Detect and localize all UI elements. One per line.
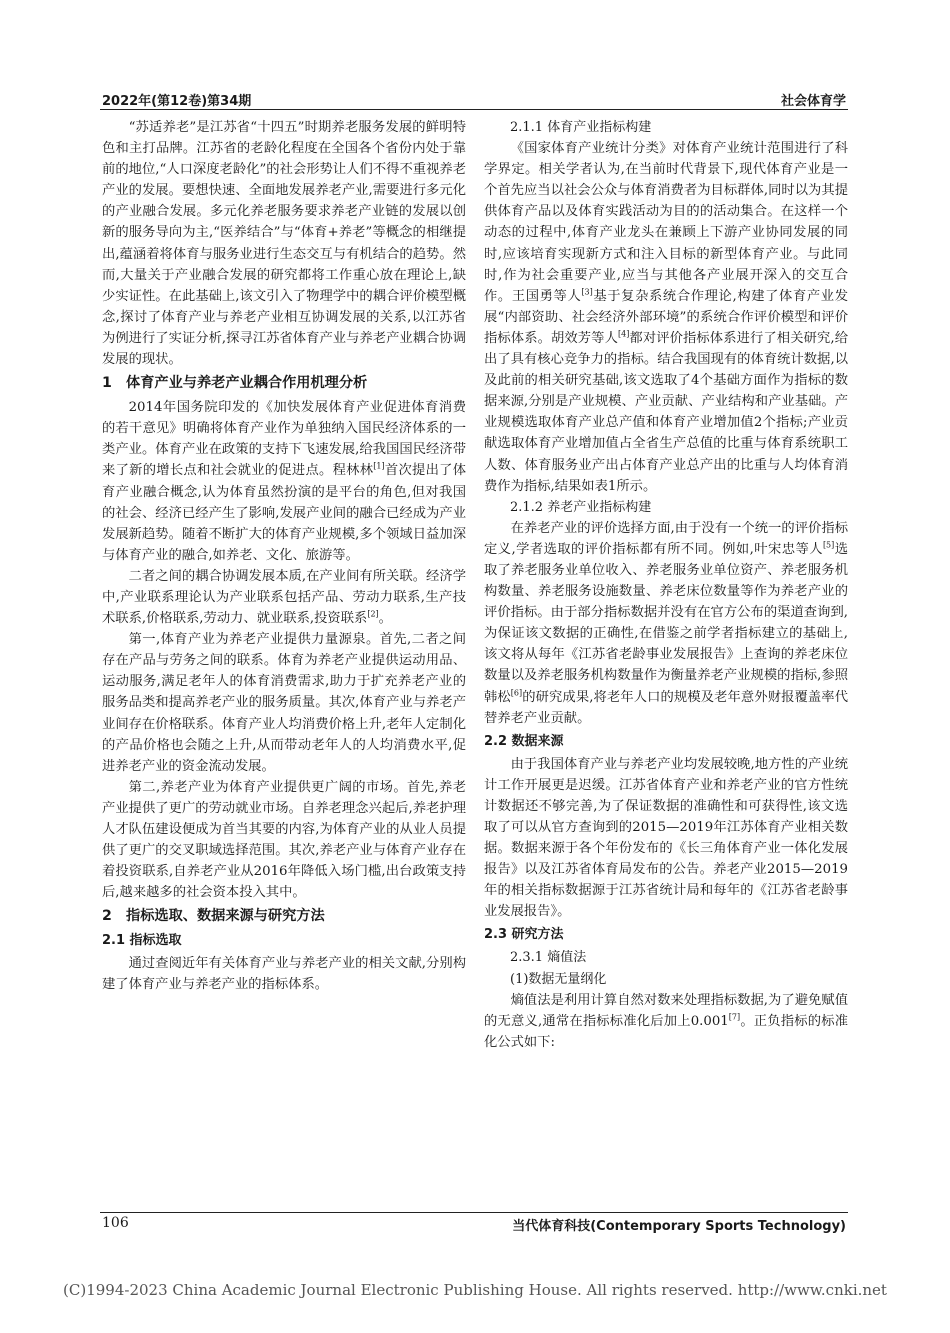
citation-ref: [3] <box>581 287 593 297</box>
paragraph: 《国家体育产业统计分类》对体育产业统计范围进行了科学界定。相关学者认为,在当前时代背景下,现代体育产业是一个首先应当以社会公众与体育消费者为目标群体,同时以为其提供体育产品以及体育实践活动为目的的活动集合。在这样一个动态的过程中,体育产业龙头在兼顾上下游产业协同发展的同时,应该培育实现新方式和注入目标的新型体育产业。与此同时,作为社会重要产业,应当与其他各产业展开深入的交互合作。王国勇等人[3]基于复杂系统合作理论,构建了体育产业发展“内部资助、社会经济外部环境”的系统合作评价模型和评价指标体系。胡效芳等人[4]都对评价指标体系进行了相关研究,给出了具有核心竞争力的指标。结合我国现有的体育统计数据,以及此前的相关研究基础,该文选取了4个基础方面作为指标的数据来源,分别是产业规模、产业贡献、产业结构和产业基础。产业规模选取体育产业总产值和体育产业增加值2个指标;产业贡献选取体育产业增加值占全省生产总值的比重与体育系统职工人数、体育服务业产出占体育产业总产出的比重与人均体育消费作为指标,结果如表1所示。 <box>484 141 849 494</box>
section-heading-2: 2 指标选取、数据来源与研究方法 <box>102 908 325 925</box>
subsubsection-heading-2-1-1: 2.1.1 体育产业指标构建 <box>510 120 652 135</box>
right-column <box>484 117 848 1053</box>
citation-ref: [7] <box>728 1012 741 1022</box>
page-number: 106 <box>102 1215 129 1231</box>
footer-rule <box>100 1212 848 1213</box>
left-column <box>102 117 466 996</box>
subsection-heading-2-2: 2.2 数据来源 <box>484 733 564 749</box>
citation-ref: [2] <box>367 609 379 619</box>
intro-paragraph: “苏适养老”是江苏省“十四五”时期养老服务发展的鲜明特色和主打品牌。江苏省的老龄化程度在全国各个省份内处于靠前的地位,“人口深度老龄化”的社会形势让人们不得不重视养老产业的发展。要想快速、全面地发展养老产业,需要进行多元化的产业融合发展。多元化养老服务要求养老产业链的发展以创新的服务导向为主,“医养结合”与“体育+养老”等概念的相继提出,蕴涵着将体育与服务业进行生态交互与有机结合的趋势。然而,大量关于产业融合发展的研究都将工作重心放在理论上,缺少实证性。在此基础上,该文引入了物理学中的耦合评价模型概念,探讨了体育产业与养老产业相互协调发展的关系,以江苏省为例进行了实证分析,探寻江苏省体育产业与养老产业耦合协调发展的现状。 <box>102 120 466 368</box>
citation-ref: [4] <box>617 329 630 339</box>
section-heading-1: 1 体育产业与养老产业耦合作用机理分析 <box>102 375 368 392</box>
running-header-section: 社会体育学 <box>780 94 846 109</box>
paragraph: 在养老产业的评价选择方面,由于没有一个统一的评价指标定义,学者选取的评价指标都有所不同。例如,叶宋忠等人[5]选取了养老服务业单位收入、养老服务业单位资产、养老服务机构数量、养老服务设施数量、养老床位数量等作为养老产业的评价指标。由于部分指标数据并没有在官方公布的渠道查询到,为保证该文数据的正确性,在借鉴之前学者指标建立的基础上,该文将从每年《江苏省老龄事业发展报告》上查询的养老床位数量以及养老服务机构数量作为衡量养老产业规模的指标,参照韩松[6]的研究成果,将老年人口的规模及老年意外财报覆盖率代替养老产业贡献。 <box>484 520 849 726</box>
step-heading: (1)数据无量纲化 <box>510 971 607 987</box>
subsection-heading-2-3: 2.3 研究方法 <box>484 927 564 943</box>
subsubsection-heading-2-3-1: 2.3.1 熵值法 <box>510 950 587 966</box>
subsubsection-heading-2-1-2: 2.1.2 养老产业指标构建 <box>510 499 652 515</box>
paragraph: 通过查阅近年有关体育产业与养老产业的相关文献,分别构建了体育产业与养老产业的指标体系。 <box>102 956 466 993</box>
paragraph: 熵值法是利用计算自然对数来处理指标数据,为了避免赋值的无意义,通常在指标标准化后加上0.001[7]。正负指标的标准化公式如下: <box>484 992 849 1050</box>
paragraph: 二者之间的耦合协调发展本质,在产业间有所关联。经济学中,产业联系理论认为产业联系包括产品、劳动力联系,生产技术联系,价格联系,劳动力、就业联系,投资联系[2]。 <box>102 568 466 627</box>
subsection-heading-2-1: 2.1 指标选取 <box>102 933 182 949</box>
citation-ref: [6] <box>510 688 523 698</box>
paragraph: 第一,体育产业为养老产业提供力量源泉。首先,二者之间存在产品与劳务之间的联系。体育为养老产业提供运动用品、运动服务,满足老年人的体育消费需求,助力于扩充养老产业的服务品类和提高养老产业的服务质量。其次,体育产业与养老产业间存在价格联系。体育产业人均消费价格上升,老年人定制化的产品价格也会随之上升,从而带动老年人的人均消费水平,促进养老产业的资金流动发展。 <box>102 632 466 774</box>
paragraph: 2014年国务院印发的《加快发展体育产业促进体育消费的若干意见》明确将体育产业作为单独纳入国民经济体系的一类产业。体育产业在政策的支持下飞速发展,给我国国民经济带来了新的增长点和社会就业的促进点。程林林[1]首次提出了体育产业融合概念,认为体育虽然扮演的是平台的角色,但对我国的社会、经济已经产生了影响,发展产业间的融合已经成为产业发展新趋势。随着不断扩大的体育产业规模,多个领域日益加深与体育产业的融合,如养老、文化、旅游等。 <box>102 400 467 563</box>
citation-ref: [5] <box>822 540 835 550</box>
journal-name: 当代体育科技(Contemporary Sports Technology) <box>512 1219 846 1234</box>
running-header-issue: 2022年(第12卷)第34期 <box>102 94 252 109</box>
copyright-notice: (C)1994-2023 China Academic Journal Electronic Publishing House. All rights reserved. http://www.cnki.net <box>63 1281 887 1299</box>
paragraph: 由于我国体育产业与养老产业均发展较晚,地方性的产业统计工作开展更是迟缓。江苏省体育产业和养老产业的官方性统计数据还不够完善,为了保证数据的准确性和可获得性,该文选取了可以从官方查询到的2015—2019年江苏体育产业相关数据。数据来源于各个年份发布的《长三角体育产业一体化发展报告》以及江苏省体育局发布的公告。养老产业2015—2019年的相关指标数据源于江苏省统计局和每年的《江苏省老龄事业发展报告》。 <box>484 756 848 920</box>
citation-ref: [1] <box>373 461 385 471</box>
header-rule <box>100 109 848 110</box>
paragraph: 第二,养老产业为体育产业提供更广阔的市场。首先,养老产业提供了更广的劳动就业市场。自养老理念兴起后,养老护理人才队伍建设便成为首当其要的内容,为体育产业的从业人员提供了更广的交叉职域选择范围。其次,养老产业与体育产业存在着投资联系,自养老产业从2016年降低入场门槛,出台政策支持后,越来越多的社会资本投入其中。 <box>102 779 466 901</box>
